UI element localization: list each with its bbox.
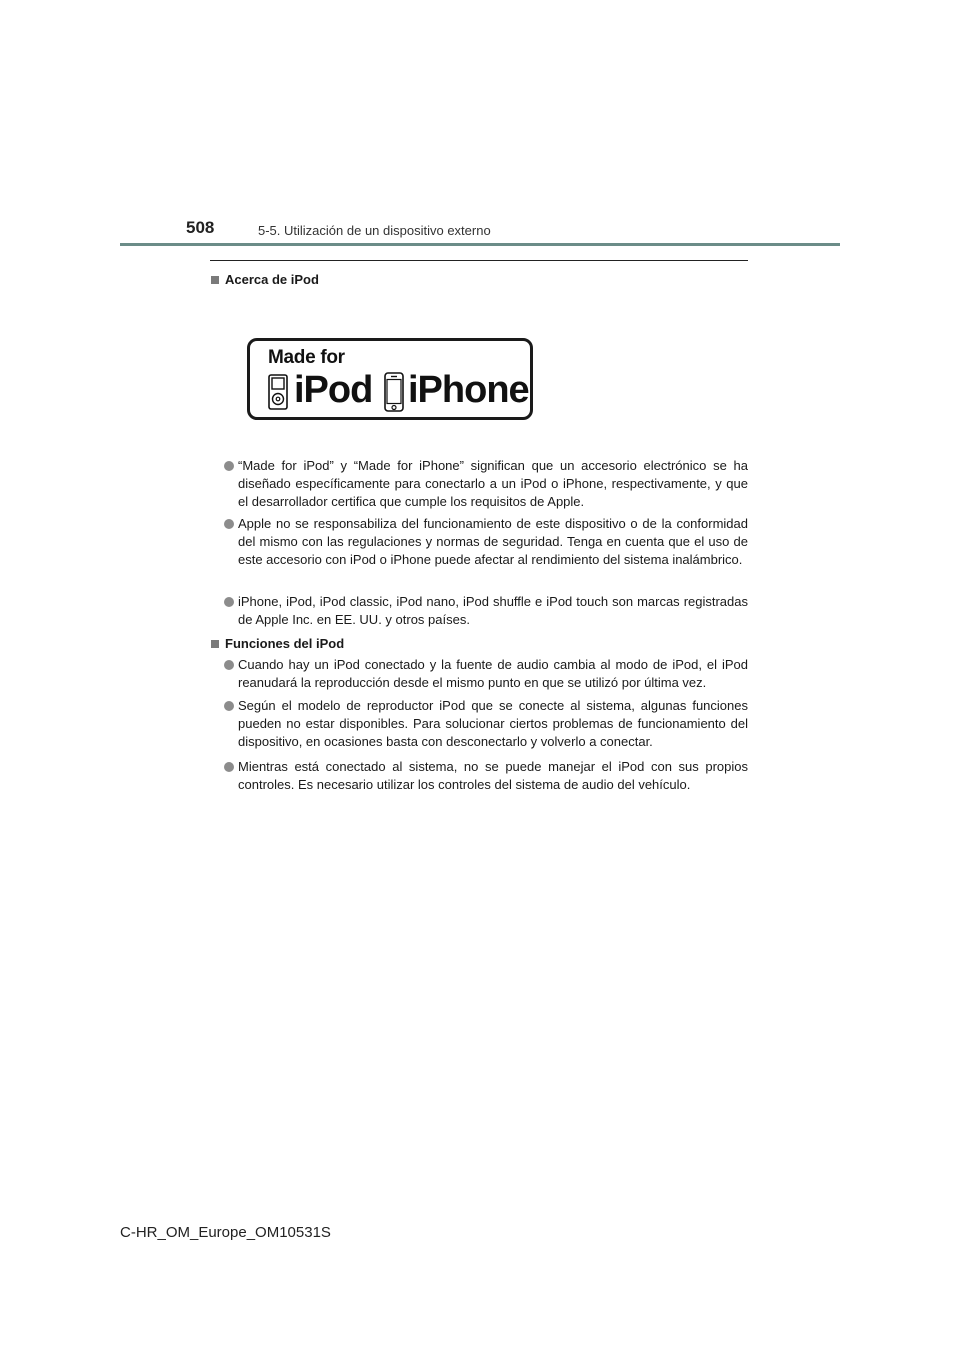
round-bullet-icon: [224, 461, 234, 471]
heading-text: Funciones del iPod: [225, 636, 345, 651]
footer-doc-id: C-HR_OM_Europe_OM10531S: [120, 1224, 331, 1241]
bullet-text: Apple no se responsabiliza del funcionamiento de este dispositivo o de la conformidad del mismo con las regulaciones y normas de seguridad. Tenga en cuenta que el uso de este accesorio con iPod o iPhone puede afectar al rendimiento del sistema inalámbrico.: [238, 516, 748, 567]
round-bullet-icon: [224, 701, 234, 711]
round-bullet-icon: [224, 660, 234, 670]
round-bullet-icon: [224, 762, 234, 772]
heading-funciones-del-ipod: [211, 636, 344, 651]
bullet-text: Cuando hay un iPod conectado y la fuente de audio cambia al modo de iPod, el iPod reanudará la reproducción desde el mismo punto en que se utilizó por última vez.: [238, 657, 748, 690]
bullet-item: [224, 593, 748, 629]
page-number: 508: [186, 218, 215, 237]
header-rule: [120, 243, 840, 246]
bullet-item: [224, 697, 748, 751]
bullet-item: [224, 656, 748, 692]
section-title: 5-5. Utilización de un dispositivo externo: [258, 223, 491, 238]
heading-text: Acerca de iPod: [225, 272, 319, 287]
heading-acerca-de-ipod: [211, 272, 319, 287]
bullet-text: iPhone, iPod, iPod classic, iPod nano, iPod shuffle e iPod touch son marcas registradas de Apple Inc. en EE. UU. y otros países.: [238, 594, 748, 627]
logo-made-for-text: Made for: [268, 347, 345, 368]
bullet-text: Según el modelo de reproductor iPod que se conecte al sistema, algunas funciones pueden no estar disponibles. Para solucionar ciertos problemas de funcionamiento del dispositivo, en ocasiones basta con desconectarlo y volverlo a conectar.: [238, 698, 748, 749]
bullet-text: “Made for iPod” y “Made for iPhone” significan que un accesorio electrónico se ha diseñado específicamente para conectarlo a un iPod o iPhone, respectivamente, y que el desarrollador certifica que cumple los requisitos de Apple.: [238, 458, 748, 509]
bullet-item: [224, 758, 748, 794]
logo-ipod-text: iPod: [294, 369, 373, 411]
round-bullet-icon: [224, 519, 234, 529]
square-bullet-icon: [211, 276, 219, 284]
bullet-item: [224, 457, 748, 511]
bullet-item: [224, 515, 748, 569]
square-bullet-icon: [211, 640, 219, 648]
logo-iphone-text: iPhone: [408, 369, 529, 411]
made-for-ipod-iphone-logo: [247, 338, 533, 420]
ipod-icon: [268, 374, 288, 410]
iphone-icon: [384, 372, 404, 412]
section-rule: [210, 260, 748, 261]
round-bullet-icon: [224, 597, 234, 607]
bullet-text: Mientras está conectado al sistema, no se puede manejar el iPod con sus propios controles. Es necesario utilizar los controles del sistema de audio del vehículo.: [238, 759, 748, 792]
